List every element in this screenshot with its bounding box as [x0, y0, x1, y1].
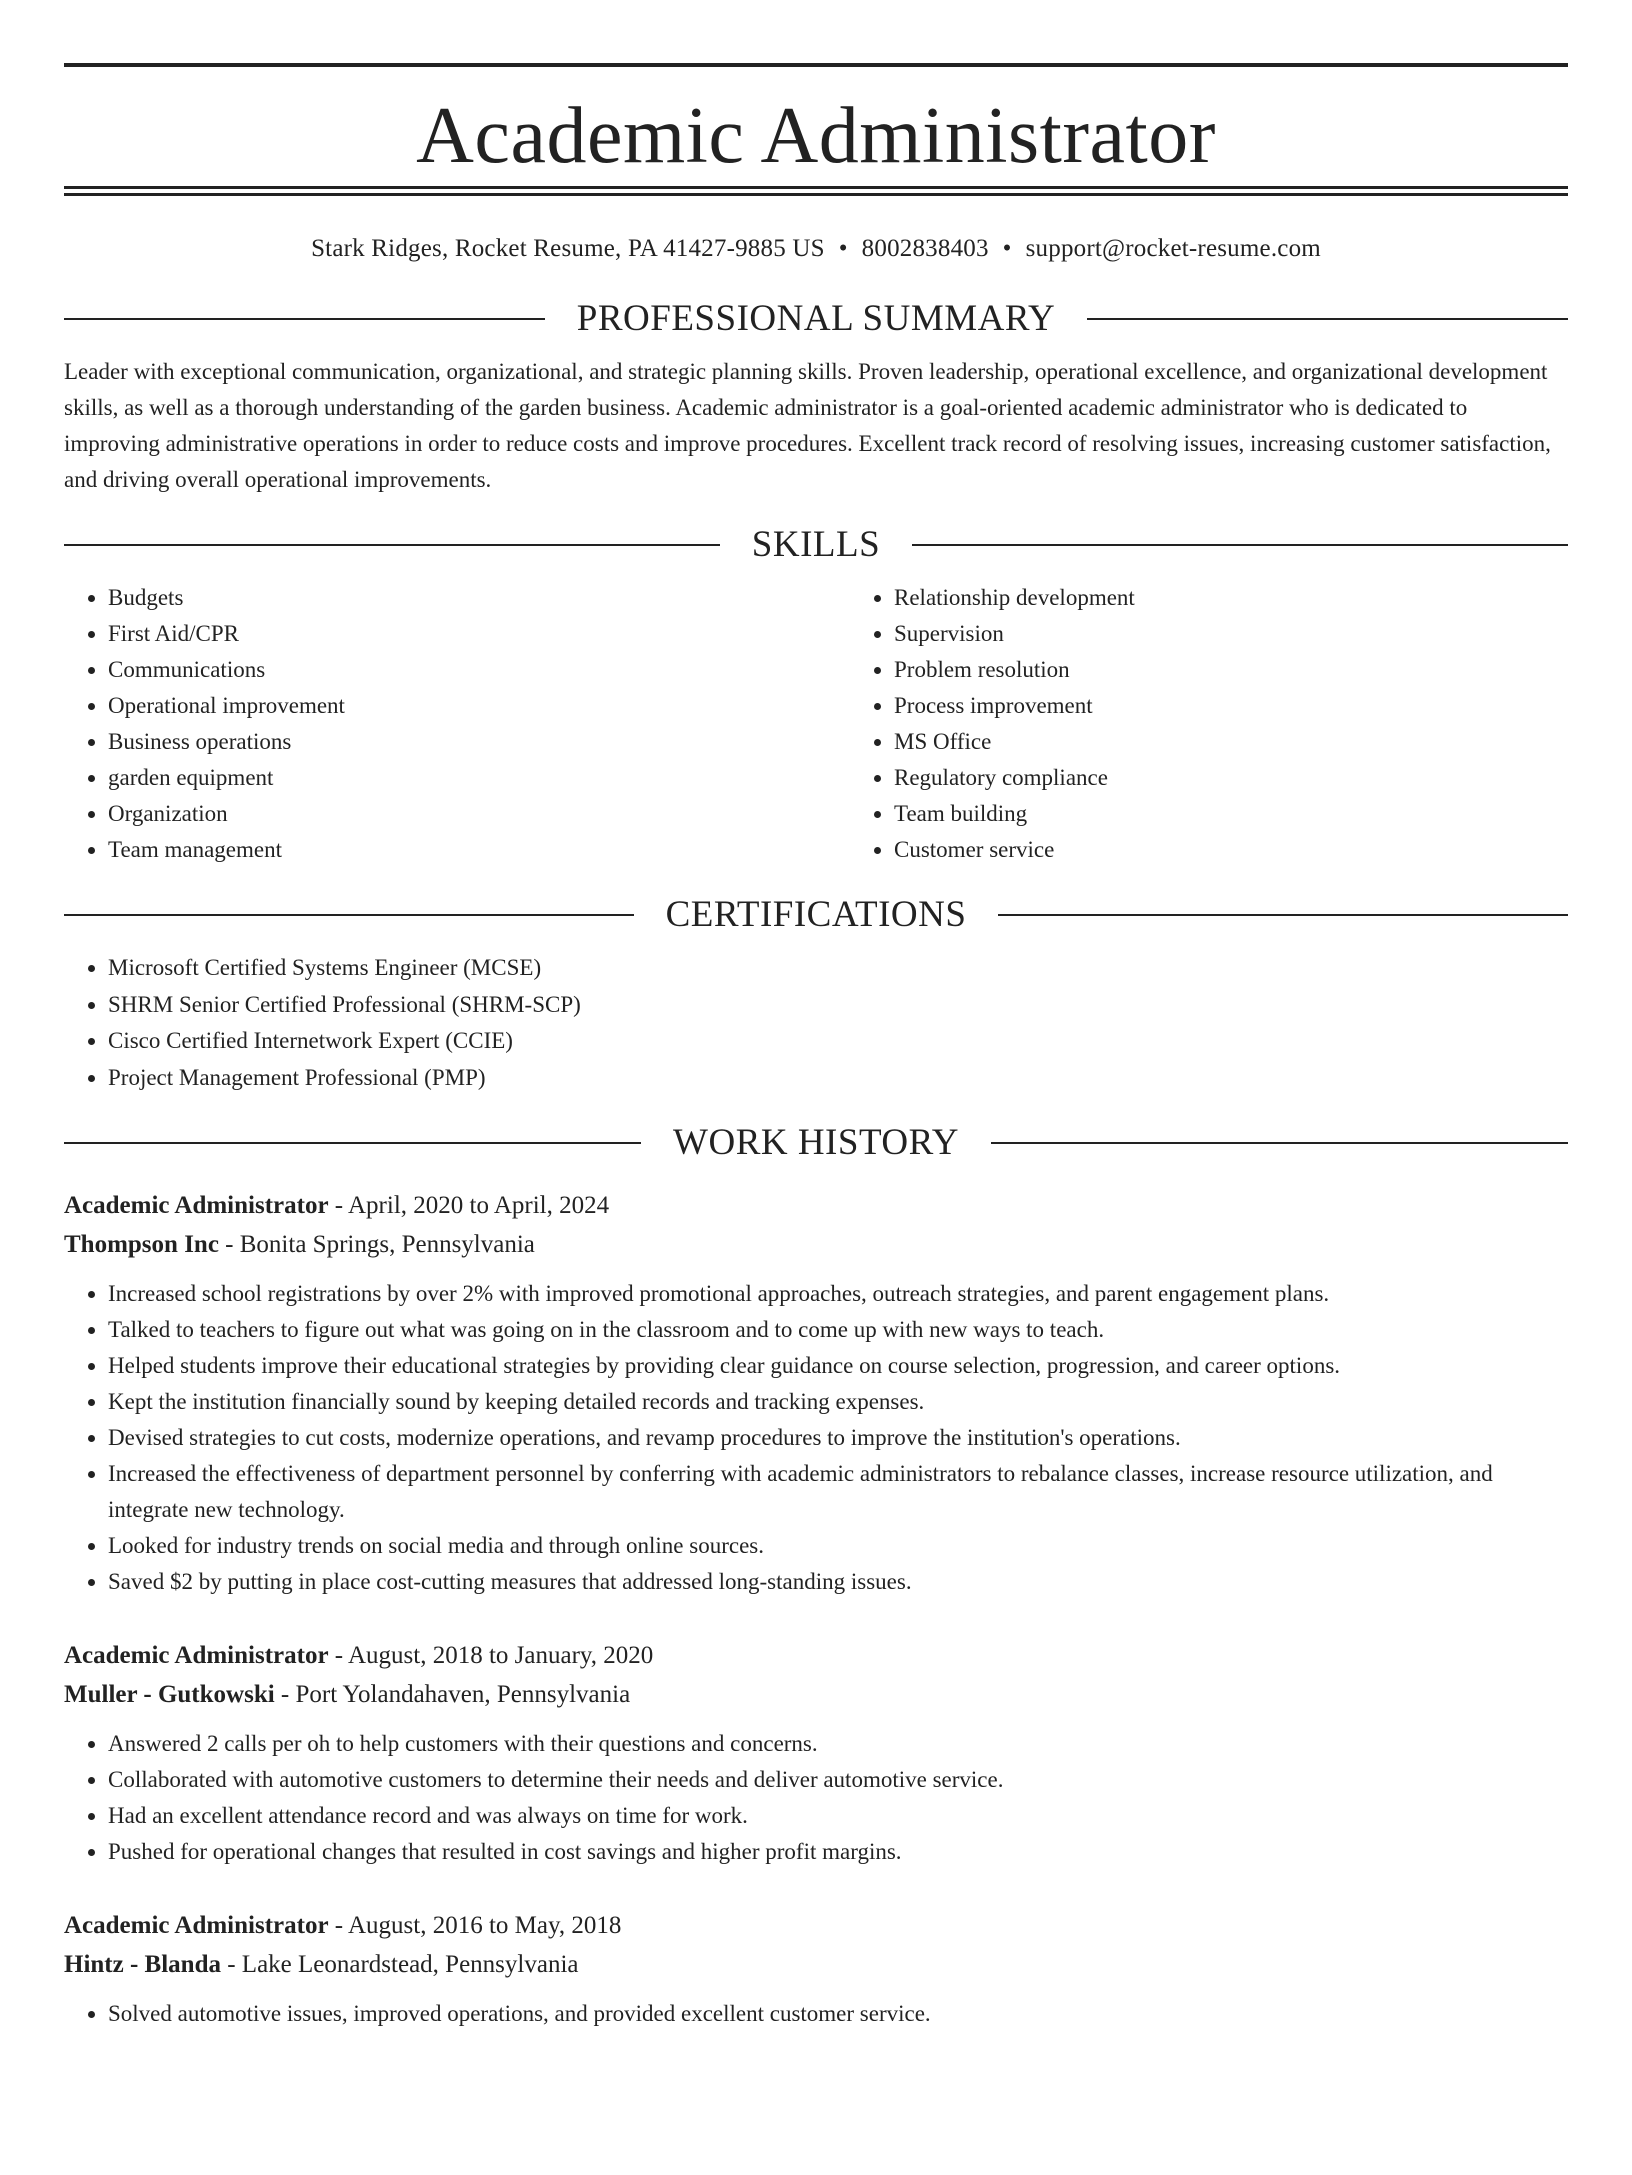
- heading-rule-right: [991, 1142, 1568, 1144]
- skill-item: • Team management: [108, 832, 850, 868]
- title-double-rule: [64, 186, 1568, 196]
- job-entry: [64, 1636, 1568, 1870]
- job-dates: - August, 2018 to January, 2020: [328, 1642, 654, 1669]
- heading-rule-left: [64, 544, 720, 546]
- job-bullet: • Devised strategies to cut costs, modernize operations, and revamp procedures to improve the institution's operations.: [108, 1420, 1568, 1456]
- job-title-line: [64, 1906, 1568, 1945]
- job-company: Thompson Inc: [64, 1231, 219, 1258]
- contact-separator: •: [838, 235, 848, 262]
- summary-heading-text: PROFESSIONAL SUMMARY: [576, 298, 1056, 339]
- contact-phone: 8002838403: [861, 235, 989, 262]
- skill-item: • Supervision: [894, 616, 1135, 652]
- job-dates: - April, 2020 to April, 2024: [328, 1192, 610, 1219]
- skills-list-left: [64, 580, 850, 868]
- skills-list-right: [850, 580, 1135, 868]
- skill-item: • Operational improvement: [108, 688, 850, 724]
- skills-columns: [64, 580, 1568, 868]
- skill-item: • Process improvement: [894, 688, 1135, 724]
- resume-page: [0, 63, 1632, 2175]
- job-bullet: • Solved automotive issues, improved operations, and provided excellent customer service.: [108, 1996, 1568, 2032]
- heading-rule-right: [1087, 318, 1568, 320]
- skill-item: • MS Office: [894, 724, 1135, 760]
- skills-heading: [64, 522, 1568, 568]
- summary-text: Leader with exceptional communication, organizational, and strategic planning skills. Proven leadership, operational excellence, and organizational development skills, as well as a thorough understanding of the garden business. Academic administrator is a goal-oriented academic administrator who is dedicated to improving administrative operations in order to reduce costs and improve procedures. Excellent track record of resolving issues, increasing customer satisfaction, and driving overall operational improvements.: [64, 359, 1551, 492]
- skill-item: • garden equipment: [108, 760, 850, 796]
- heading-rule-left: [64, 318, 545, 320]
- job-company: Hintz - Blanda: [64, 1951, 221, 1978]
- skill-item: • Problem resolution: [894, 652, 1135, 688]
- resume-title: Academic Administrator: [416, 92, 1216, 180]
- contact-email: support@rocket-resume.com: [1025, 235, 1321, 262]
- skill-item: • First Aid/CPR: [108, 616, 850, 652]
- job-company-line: [64, 1225, 1568, 1264]
- job-location: - Port Yolandahaven, Pennsylvania: [274, 1681, 631, 1708]
- job-bullet: • Answered 2 calls per oh to help customers with their questions and concerns.: [108, 1726, 1568, 1762]
- job-company: Muller - Gutkowski: [64, 1681, 275, 1708]
- job-title-line: [64, 1186, 1568, 1225]
- job-bullets: [64, 1276, 1568, 1600]
- job-title: Academic Administrator: [64, 1912, 329, 1939]
- job-location: - Bonita Springs, Pennsylvania: [218, 1231, 535, 1258]
- heading-rule-left: [64, 1142, 641, 1144]
- job-company-line: [64, 1675, 1568, 1714]
- certifications-list: [64, 950, 1568, 1096]
- job-entry: [64, 1186, 1568, 1600]
- heading-rule-right: [912, 544, 1568, 546]
- job-title: Academic Administrator: [64, 1642, 329, 1669]
- skill-item: • Business operations: [108, 724, 850, 760]
- skill-item: • Team building: [894, 796, 1135, 832]
- work-history-list: [64, 1186, 1568, 2032]
- job-bullet: • Had an excellent attendance record and was always on time for work.: [108, 1798, 1568, 1834]
- certification-item: • Project Management Professional (PMP): [108, 1060, 1568, 1097]
- work-history-heading-text: WORK HISTORY: [673, 1122, 959, 1163]
- certification-item: • Cisco Certified Internetwork Expert (CCIE): [108, 1023, 1568, 1060]
- job-bullet: • Increased school registrations by over 2% with improved promotional approaches, outreach strategies, and parent engagement plans.: [108, 1276, 1568, 1312]
- job-bullet: • Helped students improve their educational strategies by providing clear guidance on course selection, progression, and career options.: [108, 1348, 1568, 1384]
- certification-item: • SHRM Senior Certified Professional (SHRM-SCP): [108, 987, 1568, 1024]
- contact-line: [64, 234, 1568, 264]
- job-bullet: • Kept the institution financially sound by keeping detailed records and tracking expenses.: [108, 1384, 1568, 1420]
- heading-rule-left: [64, 914, 634, 916]
- certifications-heading-text: CERTIFICATIONS: [665, 894, 967, 935]
- job-bullet: • Collaborated with automotive customers to determine their needs and deliver automotive service.: [108, 1762, 1568, 1798]
- skill-item: • Communications: [108, 652, 850, 688]
- skills-heading-text: SKILLS: [751, 524, 881, 565]
- job-bullets: [64, 1726, 1568, 1870]
- job-bullets: [64, 1996, 1568, 2032]
- contact-address: Stark Ridges, Rocket Resume, PA 41427-9885 US: [311, 235, 825, 262]
- job-dates: - August, 2016 to May, 2018: [328, 1912, 622, 1939]
- contact-separator: •: [1002, 235, 1012, 262]
- job-entry: [64, 1906, 1568, 2032]
- job-bullet: • Pushed for operational changes that resulted in cost savings and higher profit margins.: [108, 1834, 1568, 1870]
- job-location: - Lake Leonardstead, Pennsylvania: [220, 1951, 579, 1978]
- job-bullet: • Saved $2 by putting in place cost-cutting measures that addressed long-standing issues.: [108, 1564, 1568, 1600]
- work-history-heading: [64, 1120, 1568, 1166]
- skill-item: • Budgets: [108, 580, 850, 616]
- job-title-line: [64, 1636, 1568, 1675]
- job-bullet: • Looked for industry trends on social media and through online sources.: [108, 1528, 1568, 1564]
- skill-item: • Organization: [108, 796, 850, 832]
- job-bullet: • Increased the effectiveness of department personnel by conferring with academic administrators to rebalance classes, increase resource utilization, and integrate new technology.: [108, 1456, 1568, 1528]
- job-bullet: • Talked to teachers to figure out what was going on in the classroom and to come up with new ways to teach.: [108, 1312, 1568, 1348]
- certification-item: • Microsoft Certified Systems Engineer (MCSE): [108, 950, 1568, 987]
- skill-item: • Regulatory compliance: [894, 760, 1135, 796]
- heading-rule-right: [998, 914, 1568, 916]
- skill-item: • Customer service: [894, 832, 1135, 868]
- certifications-heading: [64, 892, 1568, 938]
- summary-heading: [64, 296, 1568, 342]
- skill-item: • Relationship development: [894, 580, 1135, 616]
- job-title: Academic Administrator: [64, 1192, 329, 1219]
- job-company-line: [64, 1945, 1568, 1984]
